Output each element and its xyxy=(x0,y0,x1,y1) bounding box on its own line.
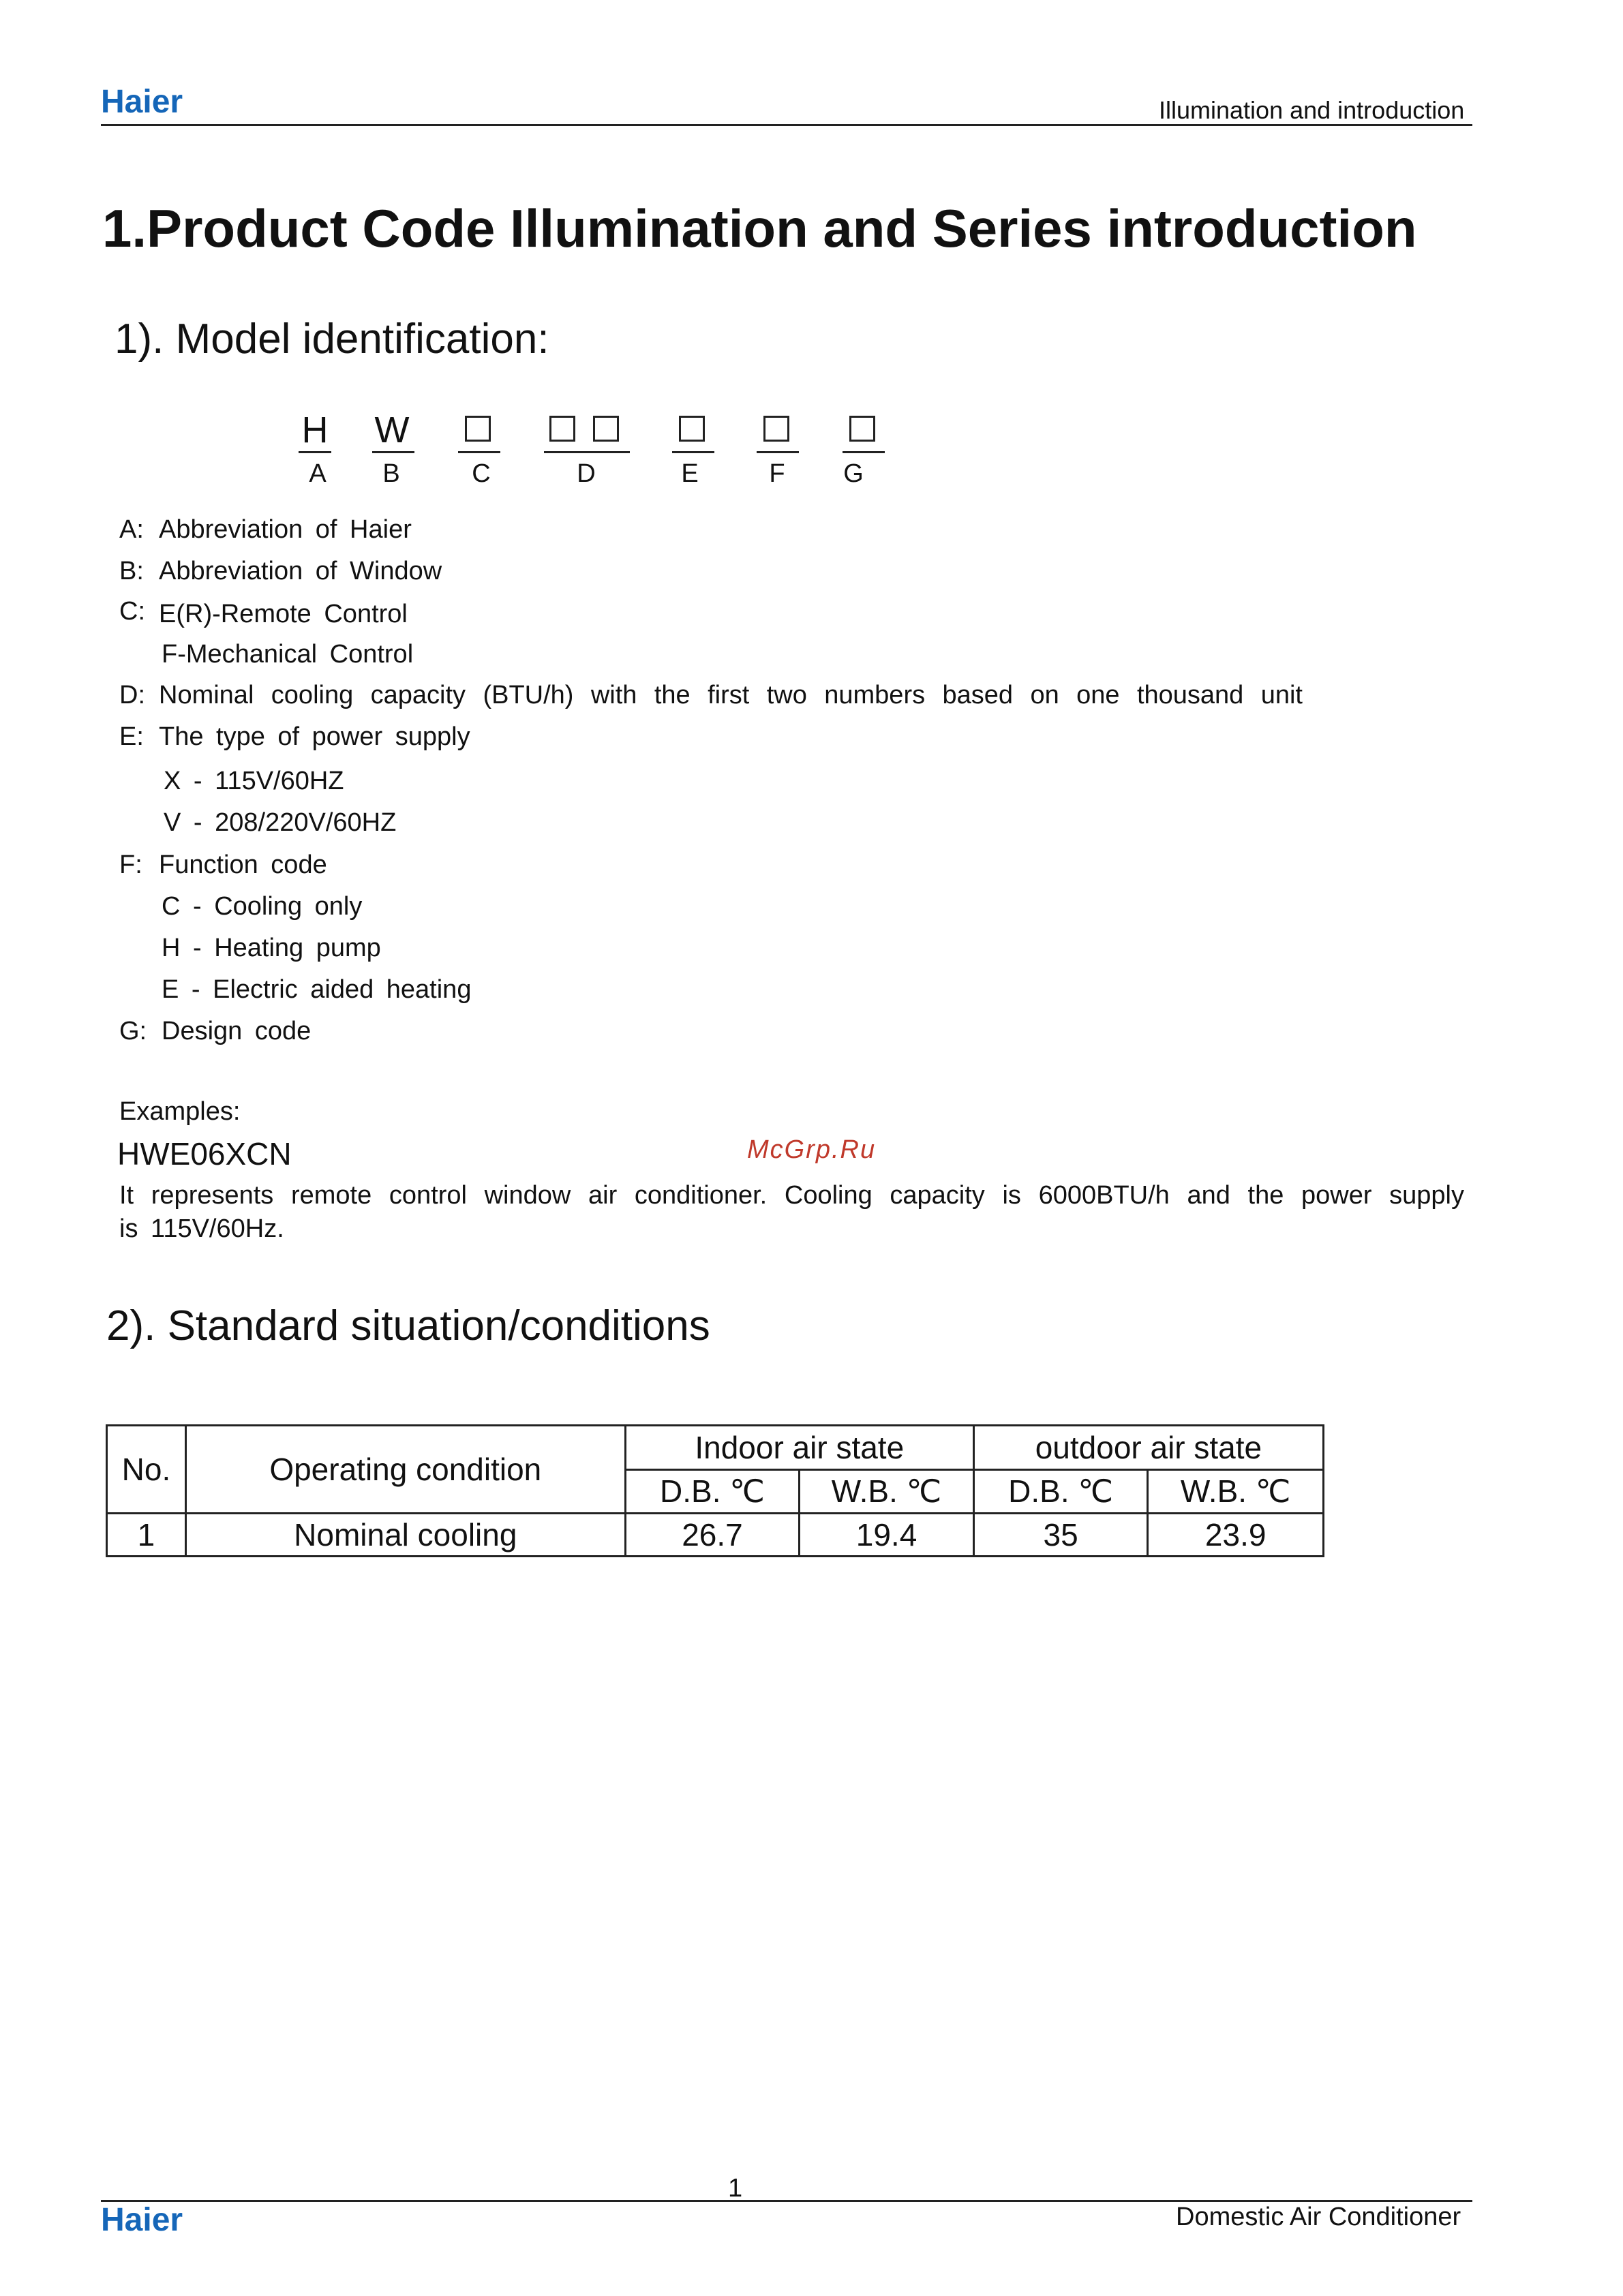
code-underline-c xyxy=(458,451,500,453)
legend-sub-e2: V - 208/220V/60HZ xyxy=(164,808,397,837)
cell-indoor-wb: 19.4 xyxy=(800,1514,974,1557)
cell-outdoor-wb: 23.9 xyxy=(1148,1514,1324,1557)
example-description-line2: is 115V/60Hz. xyxy=(119,1214,284,1243)
legend-key-c: C: xyxy=(119,597,145,626)
legend-key-d-label: D: xyxy=(119,681,145,709)
legend-text-d: Nominal cooling capacity (BTU/h) with the first two numbers based on one thousand unit xyxy=(159,681,1303,709)
footer-logo: Haier xyxy=(101,2202,183,2238)
header-no: No. xyxy=(107,1426,186,1514)
header-rule xyxy=(101,124,1472,126)
table-row xyxy=(107,1514,1324,1557)
cell-condition: Nominal cooling xyxy=(185,1514,625,1557)
code-label-c: C xyxy=(472,459,491,488)
section1-heading: 1). Model identification: xyxy=(115,316,549,363)
code-label-f: F xyxy=(769,459,785,488)
examples-label: Examples: xyxy=(119,1097,241,1126)
subheader-indoor-db: D.B. ℃ xyxy=(625,1469,800,1514)
footer-rule xyxy=(101,2200,1472,2202)
header-outdoor-air-state: outdoor air state xyxy=(973,1426,1323,1470)
legend-sub-f3: E - Electric aided heating xyxy=(162,975,472,1004)
code-box-f xyxy=(763,416,789,442)
cell-outdoor-db: 35 xyxy=(973,1514,1148,1557)
code-underline-e xyxy=(672,451,714,453)
legend-key-g: G: xyxy=(119,1017,147,1045)
legend-text-e: The type of power supply xyxy=(159,722,470,751)
code-letter-w: W xyxy=(374,410,410,450)
code-underline-a xyxy=(299,451,331,453)
header-indoor-air-state: Indoor air state xyxy=(625,1426,973,1470)
header-operating-condition: Operating condition xyxy=(185,1426,625,1514)
code-label-b: B xyxy=(382,459,400,488)
footer-text: Domestic Air Conditioner xyxy=(1176,2203,1461,2231)
code-box-d1 xyxy=(549,416,575,442)
code-box-e xyxy=(679,416,705,442)
section2-heading: 2). Standard situation/conditions xyxy=(106,1302,710,1349)
legend-sub-f1: C - Cooling only xyxy=(162,892,363,921)
code-label-g: G xyxy=(843,459,864,488)
legend-sub-e1: X - 115V/60HZ xyxy=(164,767,344,795)
legend-text-b: Abbreviation of Window xyxy=(159,557,442,585)
conditions-table xyxy=(106,1424,1324,1557)
cell-indoor-db: 26.7 xyxy=(625,1514,800,1557)
legend-key-e: E: xyxy=(119,722,144,751)
legend-key-a: A: xyxy=(119,515,144,544)
code-underline-b xyxy=(372,451,414,453)
page-title: 1.Product Code Illumination and Series introduction xyxy=(102,198,1417,258)
legend-sub-c1: F-Mechanical Control xyxy=(162,640,414,669)
legend-sub-f2: H - Heating pump xyxy=(162,934,381,962)
code-box-d2 xyxy=(593,416,619,442)
code-underline-d xyxy=(544,451,630,453)
code-box-g xyxy=(849,416,875,442)
example-description-line1: It represents remote control window air conditioner. Cooling capacity is 6000BTU/h and the power supply xyxy=(119,1181,1464,1210)
cell-no: 1 xyxy=(107,1514,186,1557)
header-section-title: Illumination and introduction xyxy=(1159,96,1465,124)
subheader-indoor-wb: W.B. ℃ xyxy=(800,1469,974,1514)
code-letter-h: H xyxy=(301,410,329,450)
legend-text-c: E(R)-Remote Control xyxy=(159,600,408,628)
code-underline-f xyxy=(757,451,799,453)
legend-key-f: F: xyxy=(119,851,142,879)
page-number: 1 xyxy=(728,2174,743,2203)
code-label-a: A xyxy=(309,459,327,488)
code-box-c xyxy=(465,416,491,442)
subheader-outdoor-db: D.B. ℃ xyxy=(973,1469,1148,1514)
subheader-outdoor-wb: W.B. ℃ xyxy=(1148,1469,1324,1514)
legend-text-f: Function code xyxy=(159,851,327,879)
watermark: McGrp.Ru xyxy=(747,1135,877,1164)
example-model: HWE06XCN xyxy=(117,1136,292,1172)
legend-text-a: Abbreviation of Haier xyxy=(159,515,412,544)
legend-key-b: B: xyxy=(119,557,144,585)
code-underline-g xyxy=(843,451,885,453)
header-logo: Haier xyxy=(101,84,183,120)
code-label-d: D xyxy=(577,459,596,488)
code-label-e: E xyxy=(681,459,699,488)
table-header-row xyxy=(107,1426,1324,1470)
legend-text-g: Design code xyxy=(162,1017,312,1045)
